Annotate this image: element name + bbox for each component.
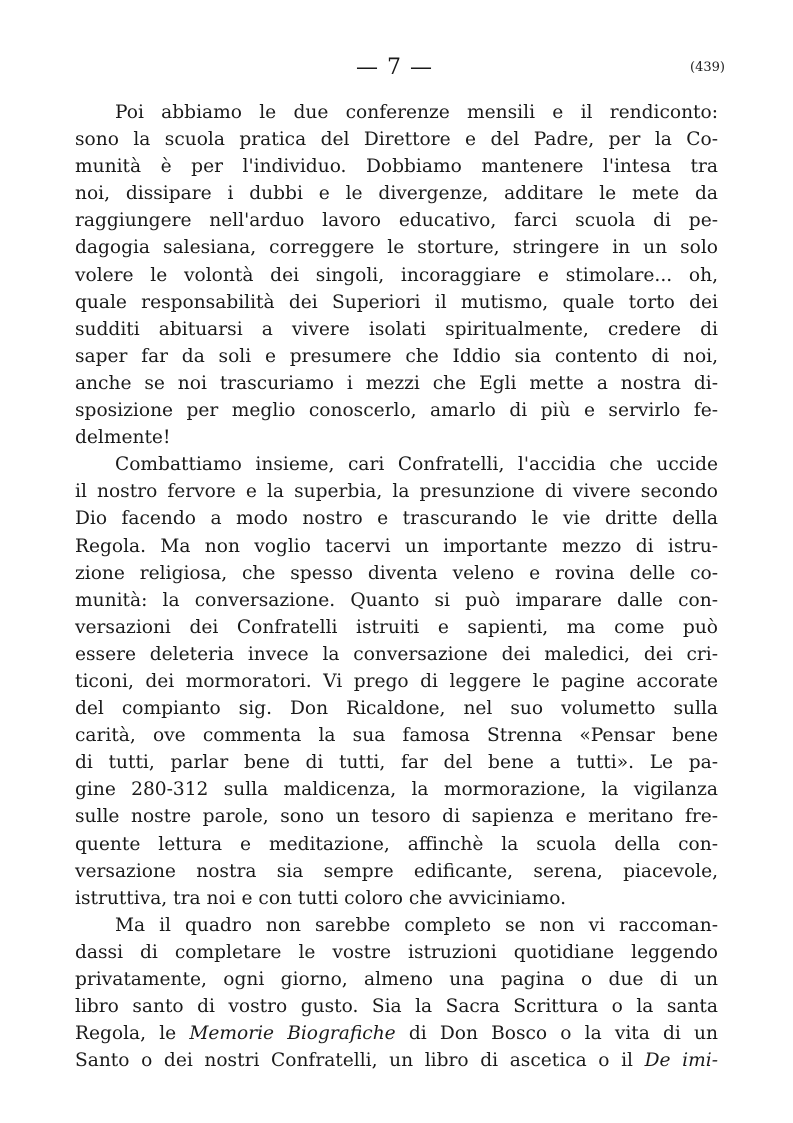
text-line: Poi abbiamo le due conferenze mensili e il rendiconto: (115, 102, 718, 123)
text-segment: di Don Bosco o la vita di un (395, 1023, 718, 1045)
page-header (0, 55, 793, 85)
text-line: versazione nostra sia sempre edificante, serena, piacevole, (75, 860, 718, 882)
text-line: noi, dissipare i dubbi e le divergenze, additare le mete da (75, 183, 718, 205)
text-line (75, 1047, 718, 1074)
text-line: del compianto sig. Don Ricaldone, nel suo volumetto sulla (75, 698, 718, 720)
text-segment: Santo o dei nostri Confratelli, un libro di ascetica o il (75, 1050, 645, 1072)
text-line: sudditi abituarsi a vivere isolati spiritualmente, credere di (75, 318, 718, 340)
book-title: De imi- (644, 1050, 718, 1072)
text-line: raggiungere nell'arduo lavoro educativo, farci scuola di pe- (75, 210, 718, 232)
text-line: sulle nostre parole, sono un tesoro di sapienza e meritano fre- (75, 806, 718, 828)
text-line: delmente! (75, 427, 171, 449)
text-line: privatamente, ogni giorno, almeno una pagina o due di un (75, 969, 718, 990)
text-line: Dio facendo a modo nostro e trascurando le vie dritte della (75, 508, 718, 530)
book-title: Memorie Biografiche (189, 1023, 396, 1045)
body-text (75, 99, 718, 1074)
page-number-alt: (439) (690, 60, 725, 75)
text-line: sono la scuola pratica del Direttore e del Padre, per la Co- (75, 129, 718, 151)
text-line: munità: la conversazione. Quanto si può imparare dalle con- (75, 589, 718, 611)
text-line: libro santo di vostro gusto. Sia la Sacra Scrittura o la santa (75, 996, 718, 1018)
text-line: Ma il quadro non sarebbe completo se non vi raccoman- (115, 914, 718, 936)
text-line: anche se noi trascuriamo i mezzi che Egli mette a nostra di- (75, 372, 718, 394)
text-line: sposizione per meglio conoscerlo, amarlo di più e servirlo fe- (75, 400, 718, 422)
text-line: dagogia salesiana, correggere le storture, stringere in un solo (75, 237, 718, 259)
text-line: dassi di completare le vostre istruzioni quotidiane leggendo (75, 941, 718, 963)
text-line: munità è per l'individuo. Dobbiamo mantenere l'intesa tra (75, 156, 718, 178)
page-number: — 7 — (356, 55, 433, 80)
text-line: carità, ove commenta la sua famosa Strenna «Pensar bene (75, 725, 718, 747)
text-line: versazioni dei Confratelli istruiti e sapienti, ma come può (75, 616, 718, 638)
text-line: istruttiva, tra noi e con tutti coloro che avviciniamo. (75, 887, 567, 909)
text-line: quale responsabilità dei Superiori il mutismo, quale torto dei (75, 291, 718, 313)
text-line: volere le volontà dei singoli, incoraggiare e stimolare... oh, (75, 264, 718, 286)
text-line: il nostro fervore e la superbia, la presunzione di vivere secondo (75, 481, 718, 503)
text-line: Regola. Ma non voglio tacervi un importante mezzo di istru- (75, 535, 718, 557)
text-line (75, 1020, 718, 1047)
text-line: zione religiosa, che spesso diventa veleno e rovina delle co- (75, 562, 718, 584)
text-line: essere deleteria invece la conversazione dei maledici, dei cri- (75, 643, 718, 665)
text-line: ticoni, dei mormoratori. Vi prego di leggere le pagine accorate (75, 670, 718, 692)
text-line: gine 280-312 sulla maldicenza, la mormorazione, la vigilanza (75, 779, 718, 801)
text-line: Combattiamo insieme, cari Confratelli, l'accidia che uccide (115, 454, 718, 476)
text-segment: Regola, le (75, 1023, 190, 1045)
text-line: saper far da soli e presumere che Iddio sia contento di noi, (75, 345, 718, 367)
text-line: di tutti, parlar bene di tutti, far del bene a tutti». Le pa- (75, 752, 718, 774)
text-line: quente lettura e meditazione, affinchè la scuola della con- (75, 833, 718, 855)
